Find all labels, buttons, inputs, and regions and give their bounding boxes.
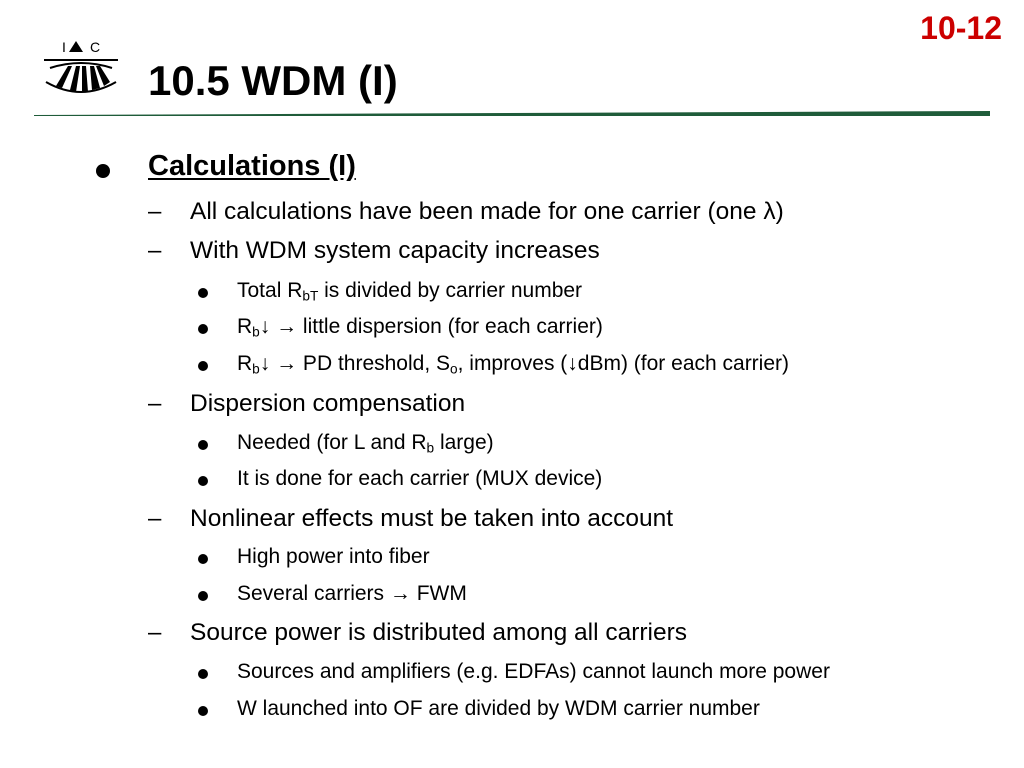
svg-text:C: C bbox=[90, 39, 101, 55]
item-capacity bbox=[0, 237, 1024, 269]
svg-text:I: I bbox=[62, 39, 66, 55]
item-text: Several carriers → FWM bbox=[237, 582, 467, 605]
subitem-w-launched bbox=[0, 697, 1024, 725]
subitem-each-carrier bbox=[0, 467, 1024, 495]
bullet-dot bbox=[198, 440, 208, 450]
bullet-dot bbox=[198, 669, 208, 679]
dash-marker: – bbox=[148, 237, 162, 264]
item-text: Total $R_{bT}$ is divided by carrier number bbox=[237, 279, 583, 304]
dash-marker: – bbox=[148, 619, 162, 646]
bullet-dot bbox=[198, 361, 208, 371]
bullet-dot bbox=[198, 324, 208, 334]
bullet-dot bbox=[198, 288, 208, 298]
item-source-power bbox=[0, 619, 1024, 651]
bullet-dot bbox=[96, 164, 110, 178]
subitem-sources-amplifiers bbox=[0, 660, 1024, 688]
bullet-dot bbox=[198, 706, 208, 716]
item-text: $R_b↓$ → little dispersion (for each carrier) bbox=[237, 315, 603, 340]
item-text: W launched into OF are divided by WDM carrier number bbox=[237, 697, 760, 720]
subitem-high-power bbox=[0, 545, 1024, 573]
item-text: High power into fiber bbox=[237, 545, 430, 568]
dash-marker: – bbox=[148, 505, 162, 532]
heading-calculations: Calculations (I) bbox=[148, 150, 356, 182]
item-text: Source power is distributed among all carriers bbox=[190, 619, 688, 646]
subitem-little-dispersion bbox=[0, 315, 1024, 343]
subitem-total-rbt bbox=[0, 279, 1024, 307]
subitem-pd-threshold bbox=[0, 352, 1024, 380]
subitem-needed bbox=[0, 431, 1024, 459]
item-dispersion-compensation bbox=[0, 390, 1024, 422]
item-text: With WDM system capacity increases bbox=[190, 237, 600, 264]
bullet-calculations bbox=[0, 150, 1024, 190]
item-one-carrier bbox=[0, 198, 1024, 230]
item-text: Nonlinear effects must be taken into account bbox=[190, 505, 674, 532]
dash-marker: – bbox=[148, 198, 162, 225]
item-text: $R_b↓$ → PD threshold, $S_o$, improves (↓dBm) (for each carrier) bbox=[237, 352, 790, 377]
dash-marker: – bbox=[148, 390, 162, 417]
item-text: Needed (for L and $R_b$ large) bbox=[237, 431, 494, 456]
item-nonlinear-effects bbox=[0, 505, 1024, 537]
bullet-dot bbox=[198, 476, 208, 486]
slide-title: 10.5 WDM (I) bbox=[148, 57, 398, 104]
item-text: It is done for each carrier (MUX device) bbox=[237, 467, 603, 490]
item-text: Dispersion compensation bbox=[190, 390, 466, 417]
subitem-fwm bbox=[0, 582, 1024, 610]
item-text: Sources and amplifiers (e.g. EDFAs) cannot launch more power bbox=[237, 660, 830, 683]
slide-number: 10-12 bbox=[920, 10, 1002, 46]
bullet-dot bbox=[198, 554, 208, 564]
bullet-dot bbox=[198, 591, 208, 601]
item-text: All calculations have been made for one carrier (one λ) bbox=[190, 198, 784, 225]
